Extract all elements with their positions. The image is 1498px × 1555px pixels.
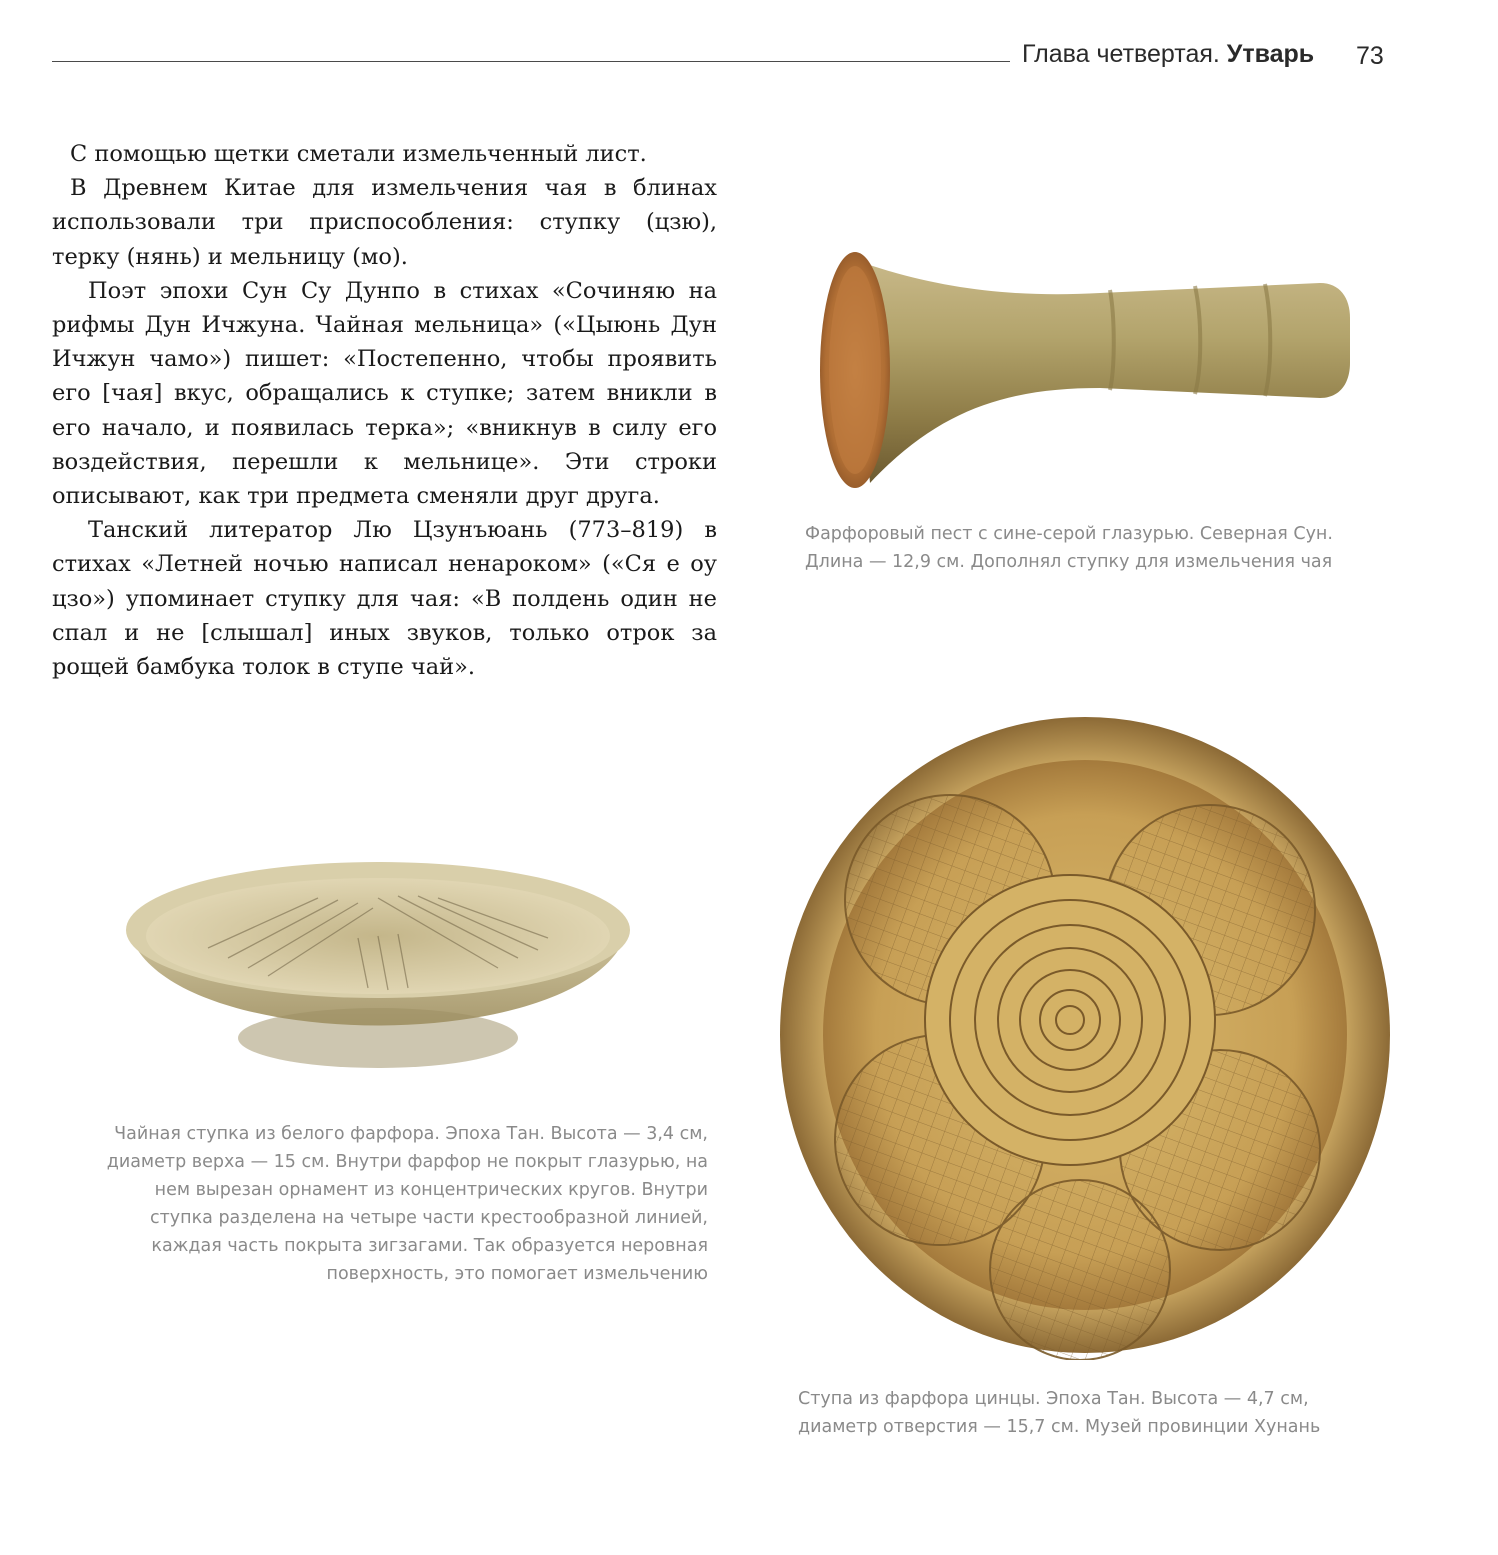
- section-title: Утварь: [1226, 40, 1315, 68]
- paragraph: Танский литератор Лю Цзунъюань (773–819) в стихах «Летней ночью написал ненароком» («Ся е оу цзо») упоминает ступку для чая: «В полдень один не спал и не [слышал] иных звуков, только отрок за рощей бамбука толок в ступе чай».: [52, 517, 717, 681]
- chapter-title: Глава четвертая.: [1022, 40, 1220, 68]
- bowl-photo: [118, 858, 638, 1098]
- pestle-photo: [810, 238, 1355, 498]
- bowl-caption: Чайная ступка из белого фарфора. Эпоха Тан. Высота — 3,4 см, диаметр верха — 15 см. Внутри фарфор не покрыт глазурью, на нем вырезан орнамент из концентрических кругов. Внутри ступка разделена на четыре части крестообразной линией, каждая часть покрыта зигзагами. Так образуется неровная поверхность, это помогает измельчению: [106, 1124, 708, 1284]
- mortar-photo: [770, 710, 1400, 1360]
- running-header: [1022, 40, 1314, 69]
- page-number: 73: [1356, 42, 1384, 70]
- paragraph: С помощью щетки сметали измельченный лист.: [70, 141, 647, 167]
- mortar-caption: Ступа из фарфора цинцы. Эпоха Тан. Высота — 4,7 см, диаметр отверстия — 15,7 см. Музей провинции Хунань: [798, 1389, 1321, 1437]
- paragraph: Поэт эпохи Сун Су Дунпо в стихах «Сочиняю на рифмы Дун Ичжуна. Чайная мельница» («Цыюнь Дун Ичжун чамо») пишет: «Постепенно, чтобы проявить его [чая] вкус, обращались к ступке; затем вникли в его начало, и появилась терка»; «вникнув в силу его воздействия, перешли к мельнице». Эти строки описывают, как три предмета сменяли друг друга.: [52, 277, 717, 510]
- paragraph: В Древнем Китае для измельчения чая в блинах использовали три приспособления: ступку (цзю), терку (нянь) и мельницу (мо).: [52, 175, 717, 270]
- pestle-caption: Фарфоровый пест с сине-серой глазурью. Северная Сун. Длина — 12,9 см. Дополнял ступку для измельчения чая: [805, 524, 1333, 572]
- body-text: [52, 137, 717, 684]
- header-rule: [52, 61, 1010, 62]
